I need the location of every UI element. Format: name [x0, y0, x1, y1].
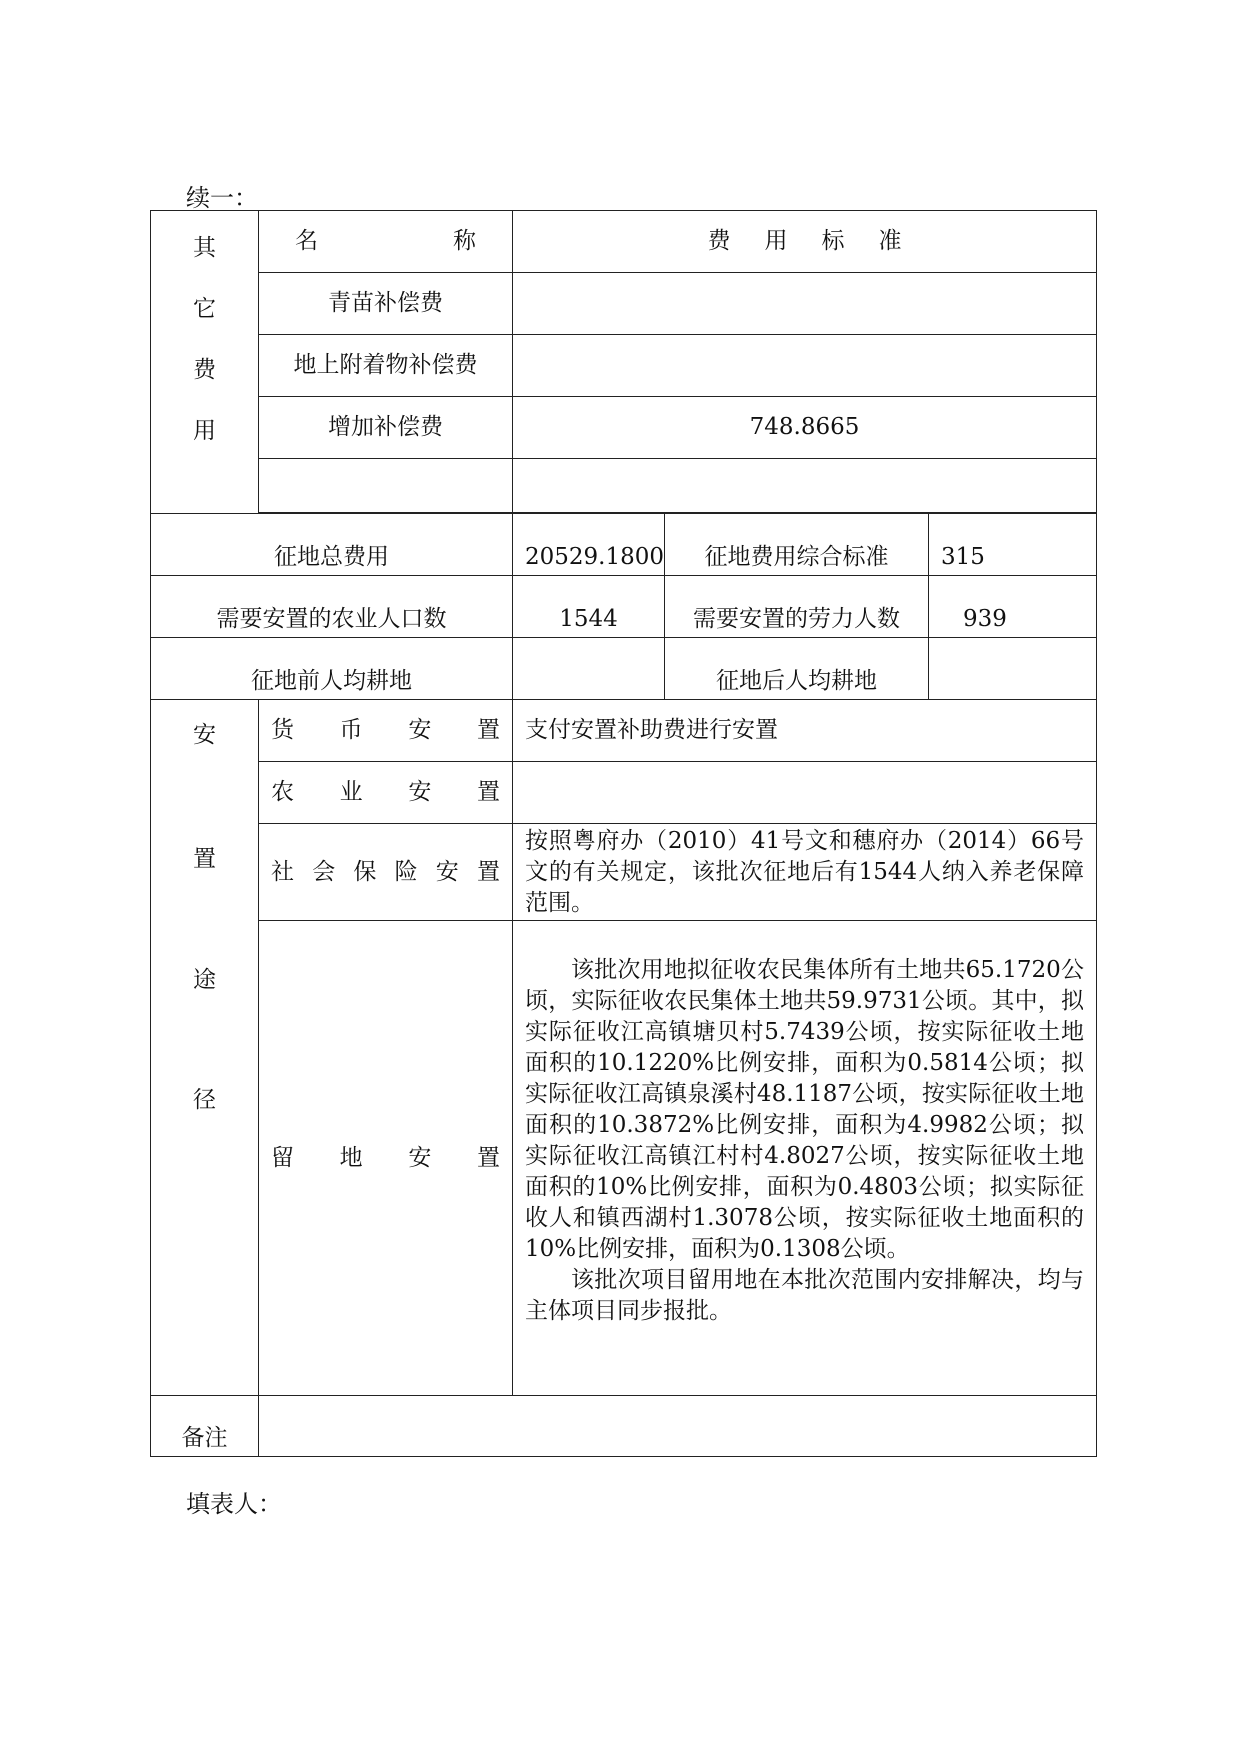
fee-name [259, 459, 513, 513]
reserved-land-label-char: 留 [271, 1144, 294, 1171]
fee-value [513, 459, 1097, 513]
fee-name: 青苗补偿费 [259, 273, 513, 335]
land-after-value [929, 638, 1097, 700]
monetary-label-char: 置 [476, 717, 500, 743]
reserved-land-label-char: 置 [476, 1144, 500, 1171]
farmland-row [151, 638, 1097, 700]
fee-name: 地上附着物补偿费 [259, 335, 513, 397]
column-header-standard [513, 211, 1097, 273]
land-after-label: 征地后人均耕地 [665, 638, 929, 700]
remarks-value [259, 1396, 1097, 1457]
total-fee-row [151, 514, 1097, 576]
social-insurance-label [259, 824, 513, 921]
other-fees-header-row [151, 211, 1097, 273]
fee-name: 增加补偿费 [259, 397, 513, 459]
land-acquisition-form [150, 210, 1097, 1457]
other-fees-char: 它 [193, 296, 216, 322]
monetary-value: 支付安置补助费进行安置 [513, 700, 1097, 762]
fee-row [151, 459, 1097, 513]
footer-note: 填表人： [186, 1490, 282, 1518]
agricultural-value [513, 762, 1097, 824]
fee-row [151, 273, 1097, 335]
column-header-name [259, 211, 513, 273]
social-insurance-label-char: 置 [476, 858, 500, 885]
labor-count-value: 939 [929, 576, 1097, 638]
column-header-standard-char: 准 [878, 228, 902, 254]
reserved-land-row [151, 921, 1097, 1396]
column-header-standard-char: 费 [707, 228, 731, 254]
fee-value [513, 273, 1097, 335]
fee-value: 748.8665 [513, 397, 1097, 459]
header-note: 续一： [186, 184, 258, 212]
agri-population-value: 1544 [513, 576, 665, 638]
resettlement-char: 安 [193, 722, 216, 748]
resettlement-char: 置 [193, 846, 216, 872]
column-header-name-char: 名 [295, 228, 318, 254]
social-insurance-label-char: 安 [435, 858, 459, 885]
agricultural-label-char: 置 [476, 779, 500, 805]
fee-value [513, 335, 1097, 397]
resettlement-char: 径 [193, 1087, 216, 1113]
reserved-land-paragraph: 该批次用地拟征收农民集体所有土地共65.1720公顷，实际征收农民集体土地共59.9731公顷。其中，拟实际征收江高镇塘贝村5.7439公顷，按实际征收土地面积的10.1220%比例安排，面积为0.5814公顷；拟实际征收江高镇泉溪村48.1187公顷，按实际征收土地面积的10.3872%比例安排，面积为4.9982公顷；拟实际征收江高镇江村村4.8027公顷，按实际征收土地面积的10%比例安排，面积为0.4803公顷；拟实际征收人和镇西湖村1.3078公顷，按实际征收土地面积的10%比例安排，面积为0.1308公顷。 [525, 957, 1084, 1262]
other-fees-char: 用 [193, 418, 216, 444]
reserved-land-label-char: 地 [339, 1144, 363, 1171]
composite-standard-label: 征地费用综合标准 [665, 514, 929, 576]
other-fees-group-label [151, 211, 259, 514]
other-fees-char: 费 [193, 357, 216, 383]
column-header-standard-char: 标 [821, 228, 845, 254]
other-fees-char: 其 [193, 235, 216, 261]
agricultural-row [151, 762, 1097, 824]
social-insurance-label-char: 社 [271, 858, 294, 885]
social-insurance-label-char: 险 [394, 858, 418, 885]
fee-row [151, 335, 1097, 397]
agricultural-label-char: 安 [408, 779, 432, 805]
column-header-name-char: 称 [453, 228, 476, 254]
monetary-label [259, 700, 513, 762]
remarks-row [151, 1396, 1097, 1457]
column-header-standard-char: 用 [764, 228, 788, 254]
reserved-land-value [513, 921, 1097, 1396]
reserved-land-label-char: 安 [408, 1144, 432, 1171]
monetary-label-char: 币 [339, 717, 363, 743]
remarks-label: 备注 [151, 1396, 259, 1457]
monetary-row [151, 700, 1097, 762]
labor-count-label: 需要安置的劳力人数 [665, 576, 929, 638]
monetary-label-char: 货 [271, 717, 294, 743]
fee-row [151, 397, 1097, 459]
population-row [151, 576, 1097, 638]
social-insurance-row [151, 824, 1097, 921]
land-before-label: 征地前人均耕地 [151, 638, 513, 700]
total-fee-value: 20529.1800 [513, 514, 665, 576]
reserved-land-label [259, 921, 513, 1396]
total-fee-label: 征地总费用 [151, 514, 513, 576]
social-insurance-value: 按照粤府办（2010）41号文和穗府办（2014）66号文的有关规定，该批次征地后有1544人纳入养老保障范围。 [513, 824, 1097, 921]
agricultural-label [259, 762, 513, 824]
reserved-land-paragraph: 该批次项目留用地在本批次范围内安排解决，均与主体项目同步报批。 [525, 1267, 1084, 1324]
agricultural-label-char: 农 [271, 779, 294, 805]
resettlement-char: 途 [193, 967, 216, 993]
resettlement-group-label [151, 700, 259, 1396]
agricultural-label-char: 业 [339, 779, 363, 805]
agri-population-label: 需要安置的农业人口数 [151, 576, 513, 638]
social-insurance-label-char: 保 [353, 858, 377, 885]
social-insurance-label-char: 会 [312, 858, 336, 885]
monetary-label-char: 安 [408, 717, 432, 743]
land-before-value [513, 638, 665, 700]
composite-standard-value: 315 [929, 514, 1097, 576]
